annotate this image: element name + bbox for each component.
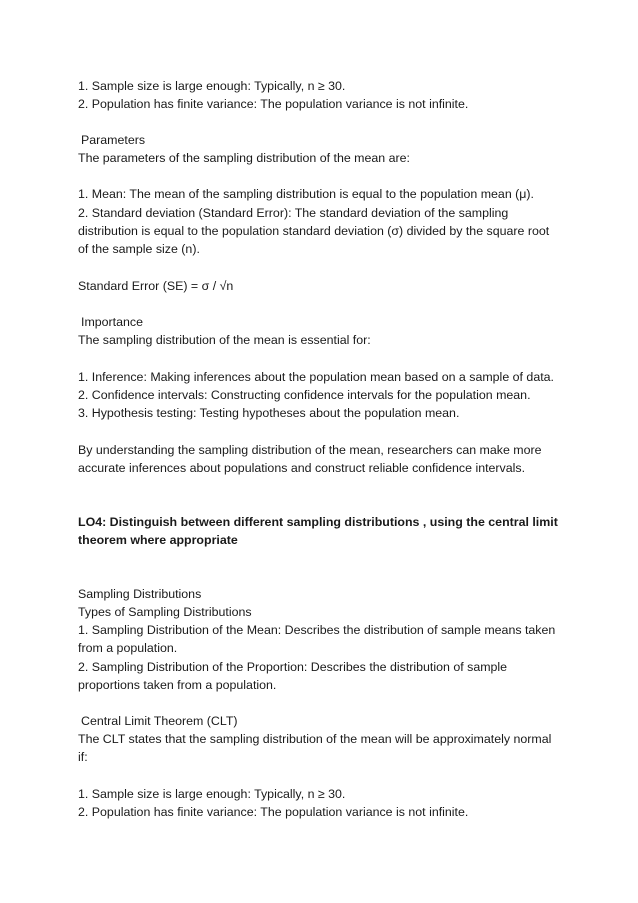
list-item-inference: 1. Inference: Making inferences about the population mean based on a sample of data. (78, 370, 554, 384)
subheading-types: Types of Sampling Distributions (78, 605, 252, 619)
list-item-distribution-proportion-cont: proportions taken from a population. (78, 678, 277, 692)
list-item-finite-variance-2: 2. Population has finite variance: The population variance is not infinite. (78, 805, 469, 819)
paragraph-parameters-intro: The parameters of the sampling distribution of the mean are: (78, 151, 410, 165)
heading-parameters: Parameters (81, 133, 146, 147)
list-item-standard-deviation-cont-2: of the sample size (n). (78, 242, 200, 256)
heading-sampling-distributions: Sampling Distributions (78, 587, 202, 601)
heading-lo4: LO4: Distinguish between different sampling distributions , using the central limit (78, 515, 558, 529)
heading-importance: Importance (81, 315, 143, 329)
formula-standard-error: Standard Error (SE) = σ / √n (78, 279, 234, 293)
list-item-sample-size-2: 1. Sample size is large enough: Typically, n ≥ 30. (78, 787, 346, 801)
list-item-standard-deviation: 2. Standard deviation (Standard Error): The standard deviation of the sampling (78, 206, 509, 220)
paragraph-summary: By understanding the sampling distribution of the mean, researchers can make more (78, 443, 542, 457)
paragraph-summary-cont: accurate inferences about populations and construct reliable confidence intervals. (78, 461, 526, 475)
paragraph-clt-cont: if: (78, 750, 88, 764)
paragraph-importance-intro: The sampling distribution of the mean is essential for: (78, 333, 371, 347)
list-item-sample-size: 1. Sample size is large enough: Typically, n ≥ 30. (78, 79, 346, 93)
paragraph-clt: The CLT states that the sampling distribution of the mean will be approximately normal (78, 732, 552, 746)
list-item-mean: 1. Mean: The mean of the sampling distribution is equal to the population mean (μ). (78, 187, 534, 201)
list-item-distribution-mean: 1. Sampling Distribution of the Mean: Describes the distribution of sample means taken (78, 623, 556, 637)
list-item-confidence-intervals: 2. Confidence intervals: Constructing confidence intervals for the population mean. (78, 388, 531, 402)
list-item-distribution-mean-cont: from a population. (78, 641, 178, 655)
heading-clt: Central Limit Theorem (CLT) (81, 714, 238, 728)
list-item-finite-variance: 2. Population has finite variance: The population variance is not infinite. (78, 97, 469, 111)
heading-lo4-cont: theorem where appropriate (78, 533, 238, 547)
list-item-hypothesis-testing: 3. Hypothesis testing: Testing hypotheses about the population mean. (78, 406, 460, 420)
list-item-standard-deviation-cont: distribution is equal to the population standard deviation (σ) divided by the square root (78, 224, 550, 238)
list-item-distribution-proportion: 2. Sampling Distribution of the Proportion: Describes the distribution of sample (78, 660, 508, 674)
